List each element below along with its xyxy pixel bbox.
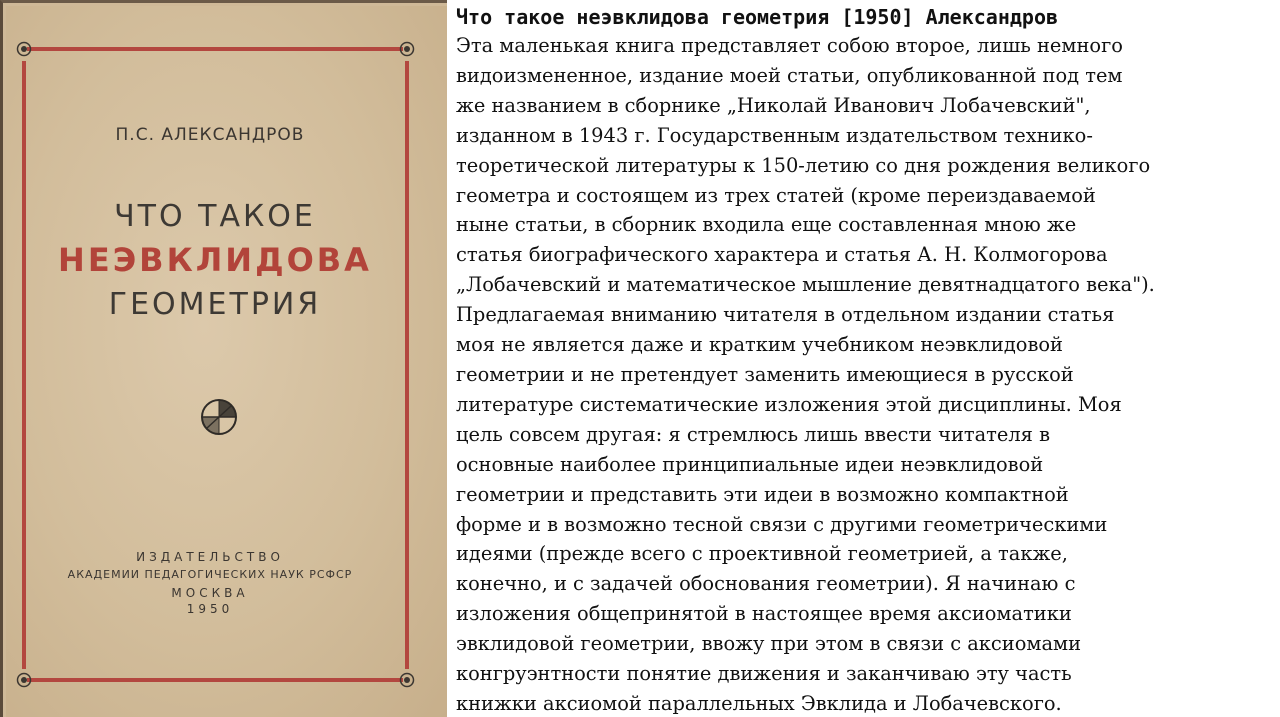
cover-publisher-line-2: АКАДЕМИИ ПЕДАГОГИЧЕСКИХ НАУК РСФСР — [67, 568, 353, 581]
description-line: эвклидовой геометрии, ввожу при этом в связи с аксиомами — [456, 632, 1082, 656]
description-line: изложения общепринятой в настоящее время аксиоматики — [456, 602, 1072, 626]
corner-ornament-icon — [399, 41, 415, 57]
cover-title-line-1: ЧТО ТАКОЕ — [114, 199, 316, 234]
cover-publisher-city: МОСКВА — [171, 586, 249, 600]
cover-title-line-2: НЕЭВКЛИДОВА — [58, 241, 372, 279]
description-line: литературе систематические изложения этой дисциплины. Моя — [456, 392, 1122, 416]
cover-frame-bottom — [27, 678, 403, 682]
cover-author: П.С. АЛЕКСАНДРОВ — [115, 125, 305, 145]
description-line: цель совсем другая: я стремлюсь лишь ввести читателя в — [456, 422, 1050, 446]
description-line: Предлагаемая вниманию читателя в отдельном издании статья — [456, 303, 1115, 327]
book-heading: Что такое неэвклидова геометрия [1950] Александров — [456, 5, 1059, 29]
description-line: идеями (прежде всего с проективной геометрией, а также, — [456, 542, 1068, 566]
description-line: конгруэнтности понятие движения и заканчиваю эту часть — [456, 662, 1072, 686]
cover-title-line-3: ГЕОМЕТРИЯ — [108, 287, 322, 322]
description-line: геометрии и не претендует заменить имеющиеся в русской — [456, 362, 1074, 386]
description-line: конечно, и с задачей обоснования геометрии). Я начинаю с — [456, 572, 1076, 596]
description-line: книжки аксиомой параллельных Эвклида и Лобачевского. — [456, 691, 1062, 715]
description-line: форме и в возможно тесной связи с другими геометрическими — [456, 512, 1108, 536]
cover-publisher-year: 1950 — [186, 602, 234, 616]
description-line: ныне статьи, в сборник входила еще составленная мною же — [456, 213, 1077, 237]
description-line: теоретической литературы к 150-летию со дня рождения великого — [456, 153, 1151, 177]
description-line: же названием в сборнике „Николай Иванович Лобачевский", — [456, 93, 1091, 117]
book-cover — [0, 0, 447, 717]
description-line: изданном в 1943 г. Государственным издательством технико- — [456, 123, 1093, 147]
cover-publisher-line-1: ИЗДАТЕЛЬСТВО — [136, 550, 284, 564]
description-line: моя не является даже и кратким учебником неэвклидовой — [456, 333, 1063, 357]
cover-frame-top — [27, 47, 403, 51]
corner-ornament-icon — [16, 41, 32, 57]
description-line: основные наиболее принципиальные идеи неэвклидовой — [456, 452, 1044, 476]
description-line: „Лобачевский и математическое мышление девятнадцатого века"). — [456, 273, 1155, 297]
description-line: видоизмененное, издание моей статьи, опубликованной под тем — [456, 63, 1123, 87]
description-line: статья биографического характера и статья А. Н. Колмогорова — [456, 243, 1108, 267]
description-line: геометра и состоящем из трех статей (кроме переиздаваемой — [456, 183, 1096, 207]
description-text — [456, 31, 1278, 717]
geometry-emblem-icon — [199, 397, 239, 437]
corner-ornament-icon — [16, 672, 32, 688]
corner-ornament-icon — [399, 672, 415, 688]
description-line: Эта маленькая книга представляет собою второе, лишь немного — [456, 34, 1123, 57]
description-column — [456, 3, 1278, 717]
description-line: геометрии и представить эти идеи в возможно компактной — [456, 482, 1069, 506]
